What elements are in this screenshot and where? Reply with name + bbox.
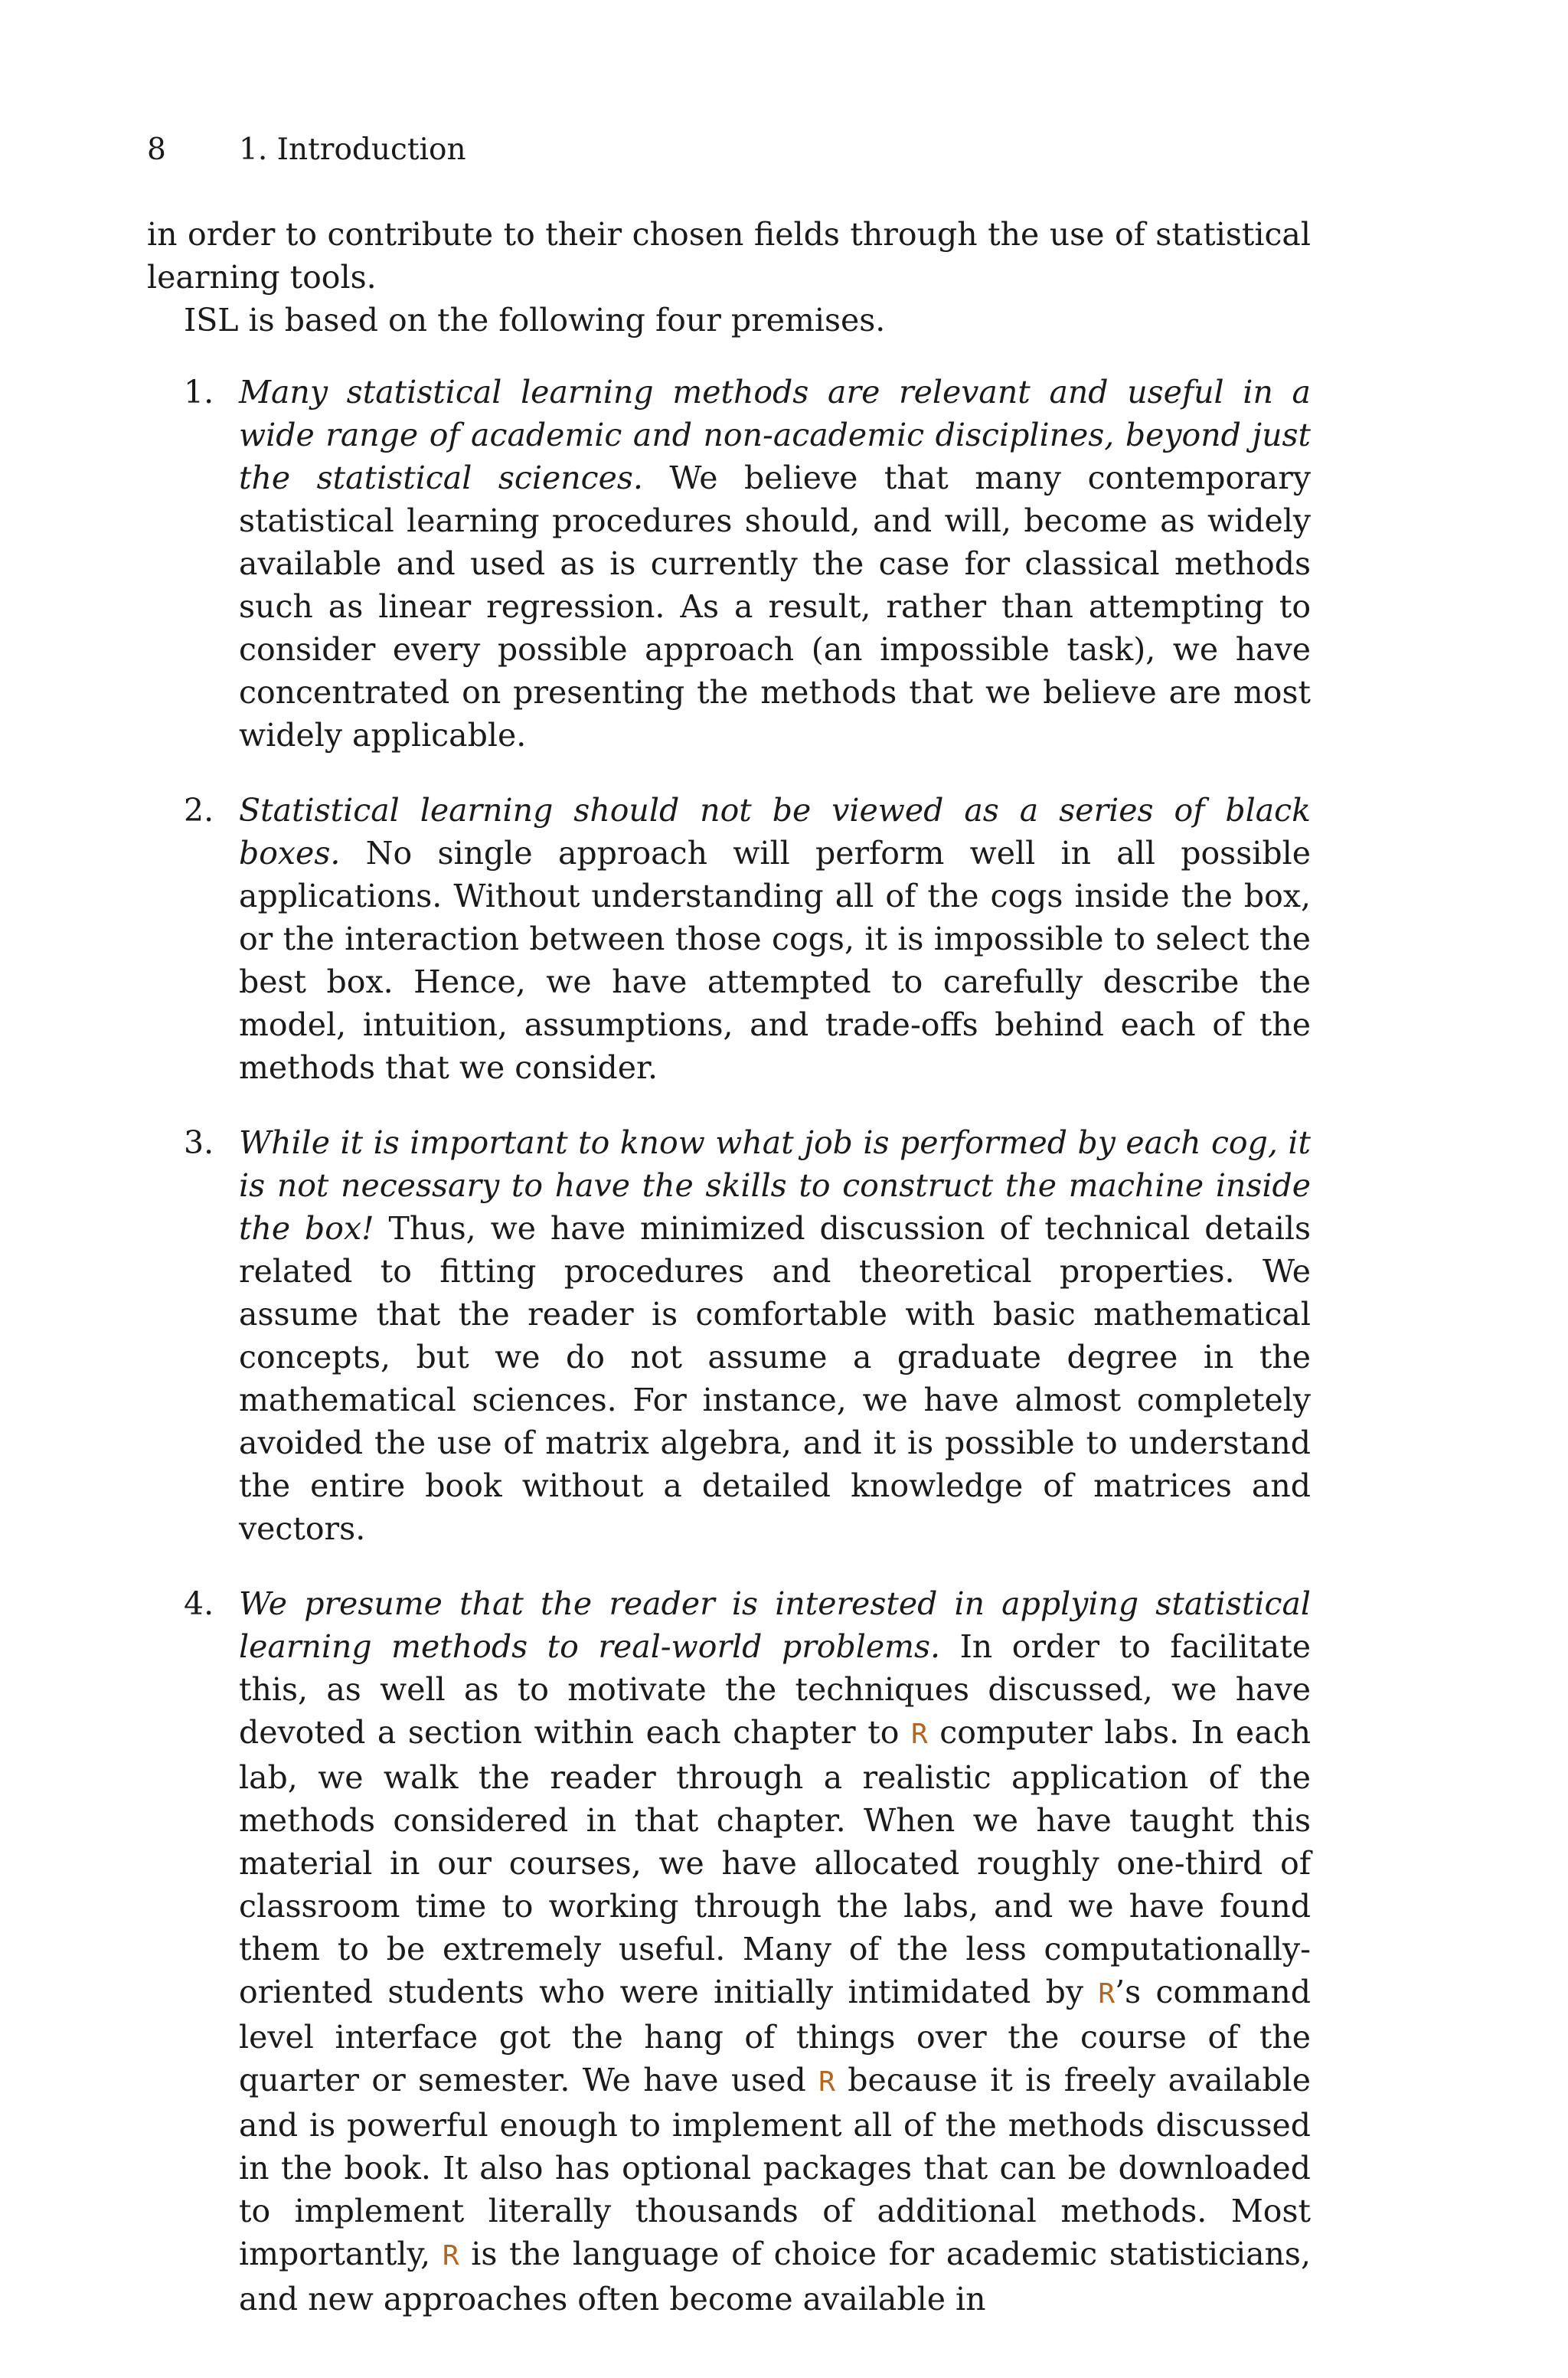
premise-emphasis: We presume that the reader is interested in applying statistical learning methods to real-world problems. — [239, 1585, 1311, 1665]
premise-text: ’s command level interface got the hang of things over the course of the quarter or semester. We have used — [239, 1974, 1311, 2098]
premise-number: 3. — [184, 1124, 214, 1161]
paragraph: ISL is based on the following four premises. — [184, 302, 886, 339]
premise-text: Thus, we have minimized discussion of technical details related to fitting procedures and theoretical properties. We assume that the reader is comfortable with basic mathematical concepts, but we do not assume a graduate degree in the mathematical sciences. For instance, we have almost completely avoided the use of matrix algebra, and it is possible to understand the entire book without a detailed knowledge of matrices and vectors. — [239, 1210, 1311, 1547]
premise-text: In order to facilitate this, as well as to motivate the techniques discussed, we have devoted a section within each chapter to — [239, 1628, 1311, 1751]
premise-number: 1. — [184, 374, 214, 411]
premise-text: We believe that many contemporary statistical learning procedures should, and will, become as widely available and used as is currently the case for classical methods such as linear regression. As a result, rather than attempting to consider every possible approach (an impossible task), we have concentrated on presenting the methods that we believe are most widely applicable. — [239, 460, 1311, 754]
premise-text: because it is freely available and is powerful enough to implement all of the methods discussed in the book. It also has optional packages that can be downloaded to implement literally thousands of additional methods. Most importantly, — [239, 2062, 1311, 2272]
premise-number: 4. — [184, 1585, 214, 1622]
premise-emphasis: While it is important to know what job is performed by each cog, it is not necessary to have the skills to construct the machine inside the box! — [239, 1124, 1311, 1247]
r-language-code: R — [910, 1719, 928, 1750]
premise-emphasis: Statistical learning should not be viewed as a series of black boxes. — [239, 792, 1311, 872]
premise-text: computer labs. In each lab, we walk the reader through a realistic application of the methods considered in that chapter. When we have taught this material in our courses, we have allocated roughly one-third of classroom time to working through the labs, and we have found them to be extremely useful. Many of the less computationally-oriented students who were initially intimidated by — [239, 1714, 1312, 2010]
premises-list — [147, 371, 1311, 2321]
premise-emphasis: Many statistical learning methods are relevant and useful in a wide range of academic and non-academic disciplines, beyond just the statistical sciences. — [239, 374, 1311, 496]
r-language-code: R — [1098, 1978, 1116, 2010]
page-number: 8 — [147, 132, 166, 167]
premise-text: is the language of choice for academic statisticians, and new approaches often become available in — [239, 2236, 1311, 2317]
premise-item — [147, 371, 1311, 757]
premise-text: No single approach will perform well in all possible applications. Without understanding all of the cogs inside the box, or the interaction between those cogs, it is impossible to select the best box. Hence, we have attempted to carefully describe the model, intuition, assumptions, and trade-offs behind each of the methods that we consider. — [239, 835, 1311, 1086]
running-head — [147, 129, 1311, 172]
premise-item — [147, 1582, 1311, 2321]
premise-number: 2. — [184, 792, 214, 829]
chapter-title: 1. Introduction — [239, 132, 466, 167]
r-language-code: R — [818, 2066, 835, 2098]
paragraph: in order to contribute to their chosen fields through the use of statistical learning tools. — [147, 216, 1311, 296]
r-language-code: R — [442, 2240, 459, 2272]
premise-item — [147, 1121, 1311, 1550]
page-body — [147, 213, 1311, 2353]
premise-item — [147, 789, 1311, 1089]
